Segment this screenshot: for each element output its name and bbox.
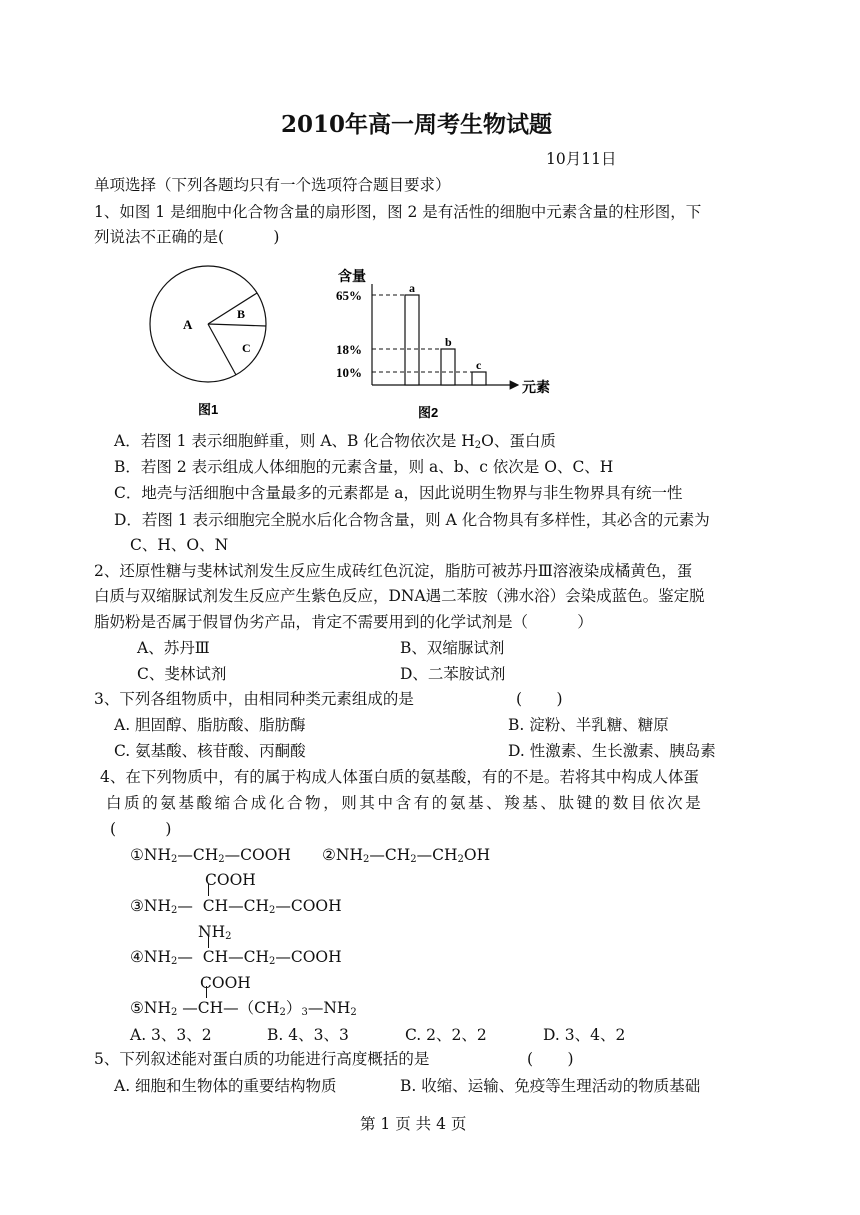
q1-option-b[interactable]: B．若图 2 表示组成人体细胞的元素含量，则 a、b、c 依次是 O、C、H bbox=[114, 458, 614, 476]
figure-1-caption: 图1 bbox=[198, 402, 219, 417]
pie-slice-divider bbox=[208, 324, 266, 326]
figure-2-bar-chart bbox=[332, 262, 572, 422]
q4-formula-4-side-group: $NH_2$ bbox=[198, 923, 232, 942]
q1-stem-line2: 列说法不正确的是( ) bbox=[94, 228, 280, 246]
q4-answer-blank[interactable]: ( ) bbox=[110, 820, 172, 838]
q3-option-b[interactable]: B. 淀粉、半乳糖、糖原 bbox=[508, 716, 669, 734]
q4-stem-line2: 白质的氨基酸缩合成化合物，则其中含有的氨基、羧基、肽键的数目依次是 bbox=[106, 794, 704, 812]
q4-formula-5: $⑤NH_2$ $—CH—(CH_2)_3—NH_2$ bbox=[130, 999, 357, 1018]
q2-option-c[interactable]: C、斐林试剂 bbox=[137, 665, 227, 683]
q3-option-c[interactable]: C. 氨基酸、核苷酸、丙酮酸 bbox=[114, 742, 306, 760]
page-title: 2010年高一周考生物试题 bbox=[281, 111, 553, 138]
q2-option-d[interactable]: D、二苯胺试剂 bbox=[400, 665, 506, 683]
q4-option-d[interactable]: D. 3、4、2 bbox=[543, 1026, 626, 1044]
y-tick-label: 65% bbox=[336, 288, 362, 303]
bar-b bbox=[441, 349, 455, 385]
figure-1-pie-chart bbox=[140, 262, 280, 422]
bar-label-b: b bbox=[445, 335, 452, 349]
q4-formula-3: $③NH_2—$ $CH—CH_2—COOH$ bbox=[130, 897, 342, 916]
q4-option-a[interactable]: A. 3、3、2 bbox=[130, 1026, 212, 1044]
q2-stem-line1: 2、还原性糖与斐林试剂发生反应生成砖红色沉淀，脂肪可被苏丹Ⅲ溶液染成橘黄色，蛋 bbox=[94, 562, 693, 580]
q4-formula-5-side-group: COOH bbox=[200, 974, 251, 992]
q3-answer-blank[interactable]: ( ) bbox=[516, 690, 563, 708]
pie-label-b: B bbox=[237, 307, 246, 321]
pie-label-c: C bbox=[242, 341, 251, 355]
q4-stem-line1: 4、在下列物质中，有的属于构成人体蛋白质的氨基酸，有的不是。若将其中构成人体蛋 bbox=[100, 768, 699, 786]
q5-option-b[interactable]: B. 收缩、运输、免疫等生理活动的物质基础 bbox=[400, 1077, 701, 1095]
q1-option-a-text-end: O、蛋白质 bbox=[481, 432, 556, 450]
exam-date: 10月11日 bbox=[546, 150, 617, 168]
q5-option-a[interactable]: A. 细胞和生物体的重要结构物质 bbox=[114, 1077, 337, 1095]
pie-slice-divider bbox=[208, 293, 257, 324]
q3-stem: 3、下列各组物质中，由相同种类元素组成的是 bbox=[94, 690, 414, 708]
q4-option-b[interactable]: B. 4、3、3 bbox=[267, 1026, 349, 1044]
pie-slice-divider bbox=[208, 324, 236, 375]
q2-stem-line3: 脂奶粉是否属于假冒伪劣产品，肯定不需要用到的化学试剂是（ ） bbox=[94, 613, 593, 631]
q2-stem-line2: 白质与双缩脲试剂发生反应产生紫色反应，DNA遇二苯胺（沸水浴）会染成蓝色。鉴定脱 bbox=[94, 587, 705, 605]
x-axis-label: 元素 bbox=[522, 379, 550, 395]
q5-answer-blank[interactable]: ( ) bbox=[527, 1050, 574, 1068]
section-heading: 单项选择（下列各题均只有一个选项符合题目要求） bbox=[94, 176, 451, 194]
q4-option-c[interactable]: C. 2、2、2 bbox=[405, 1026, 487, 1044]
q3-option-a[interactable]: A. 胆固醇、脂肪酸、脂肪酶 bbox=[114, 716, 306, 734]
q1-option-d-cont: C、H、O、N bbox=[130, 536, 229, 554]
figure-2-caption: 图2 bbox=[418, 405, 439, 420]
y-tick-label: 18% bbox=[336, 342, 362, 357]
q1-option-a[interactable]: A．若图 1 表示细胞鲜重，则 A、B 化合物依次是 $H_2O$、蛋白质 bbox=[114, 432, 556, 451]
bar-c bbox=[472, 372, 486, 385]
y-axis-label: 含量 bbox=[338, 268, 366, 284]
bond-line bbox=[206, 986, 207, 998]
q1-option-d[interactable]: D．若图 1 表示细胞完全脱水后化合物含量，则 A 化合物具有多样性，其必含的元素为 bbox=[114, 511, 710, 529]
q4-formula-2: $②NH_2—CH_2—CH_2OH$ bbox=[322, 846, 491, 865]
q3-option-d[interactable]: D. 性激素、生长激素、胰岛素 bbox=[508, 742, 716, 760]
pie-label-a: A bbox=[183, 317, 193, 332]
page-footer: 第 1 页 共 4 页 bbox=[360, 1115, 467, 1133]
q4-formula-1: $①NH_2—CH_2—COOH$ bbox=[130, 846, 291, 865]
q2-option-b[interactable]: B、双缩脲试剂 bbox=[400, 639, 505, 657]
q4-formula-3-side-group: COOH bbox=[205, 871, 256, 889]
q5-stem: 5、下列叙述能对蛋白质的功能进行高度概括的是 bbox=[94, 1050, 430, 1068]
q4-formula-4: $④NH_2—$ $CH—CH_2—COOH$ bbox=[130, 948, 342, 967]
q1-stem-line1: 1、如图 1 是细胞中化合物含量的扇形图，图 2 是有活性的细胞中元素含量的柱形图，下 bbox=[94, 203, 702, 221]
q2-option-a[interactable]: A、苏丹Ⅲ bbox=[137, 639, 210, 657]
q1-option-c[interactable]: C．地壳与活细胞中含量最多的元素都是 a，因此说明生物界与非生物界具有统一性 bbox=[114, 484, 683, 502]
y-tick-label: 10% bbox=[336, 365, 362, 380]
bar-label-c: c bbox=[476, 358, 482, 372]
q1-option-a-text: A．若图 1 表示细胞鲜重，则 A、B 化合物依次是 H bbox=[114, 432, 475, 450]
bar-label-a: a bbox=[409, 281, 415, 295]
bond-line bbox=[208, 884, 209, 896]
